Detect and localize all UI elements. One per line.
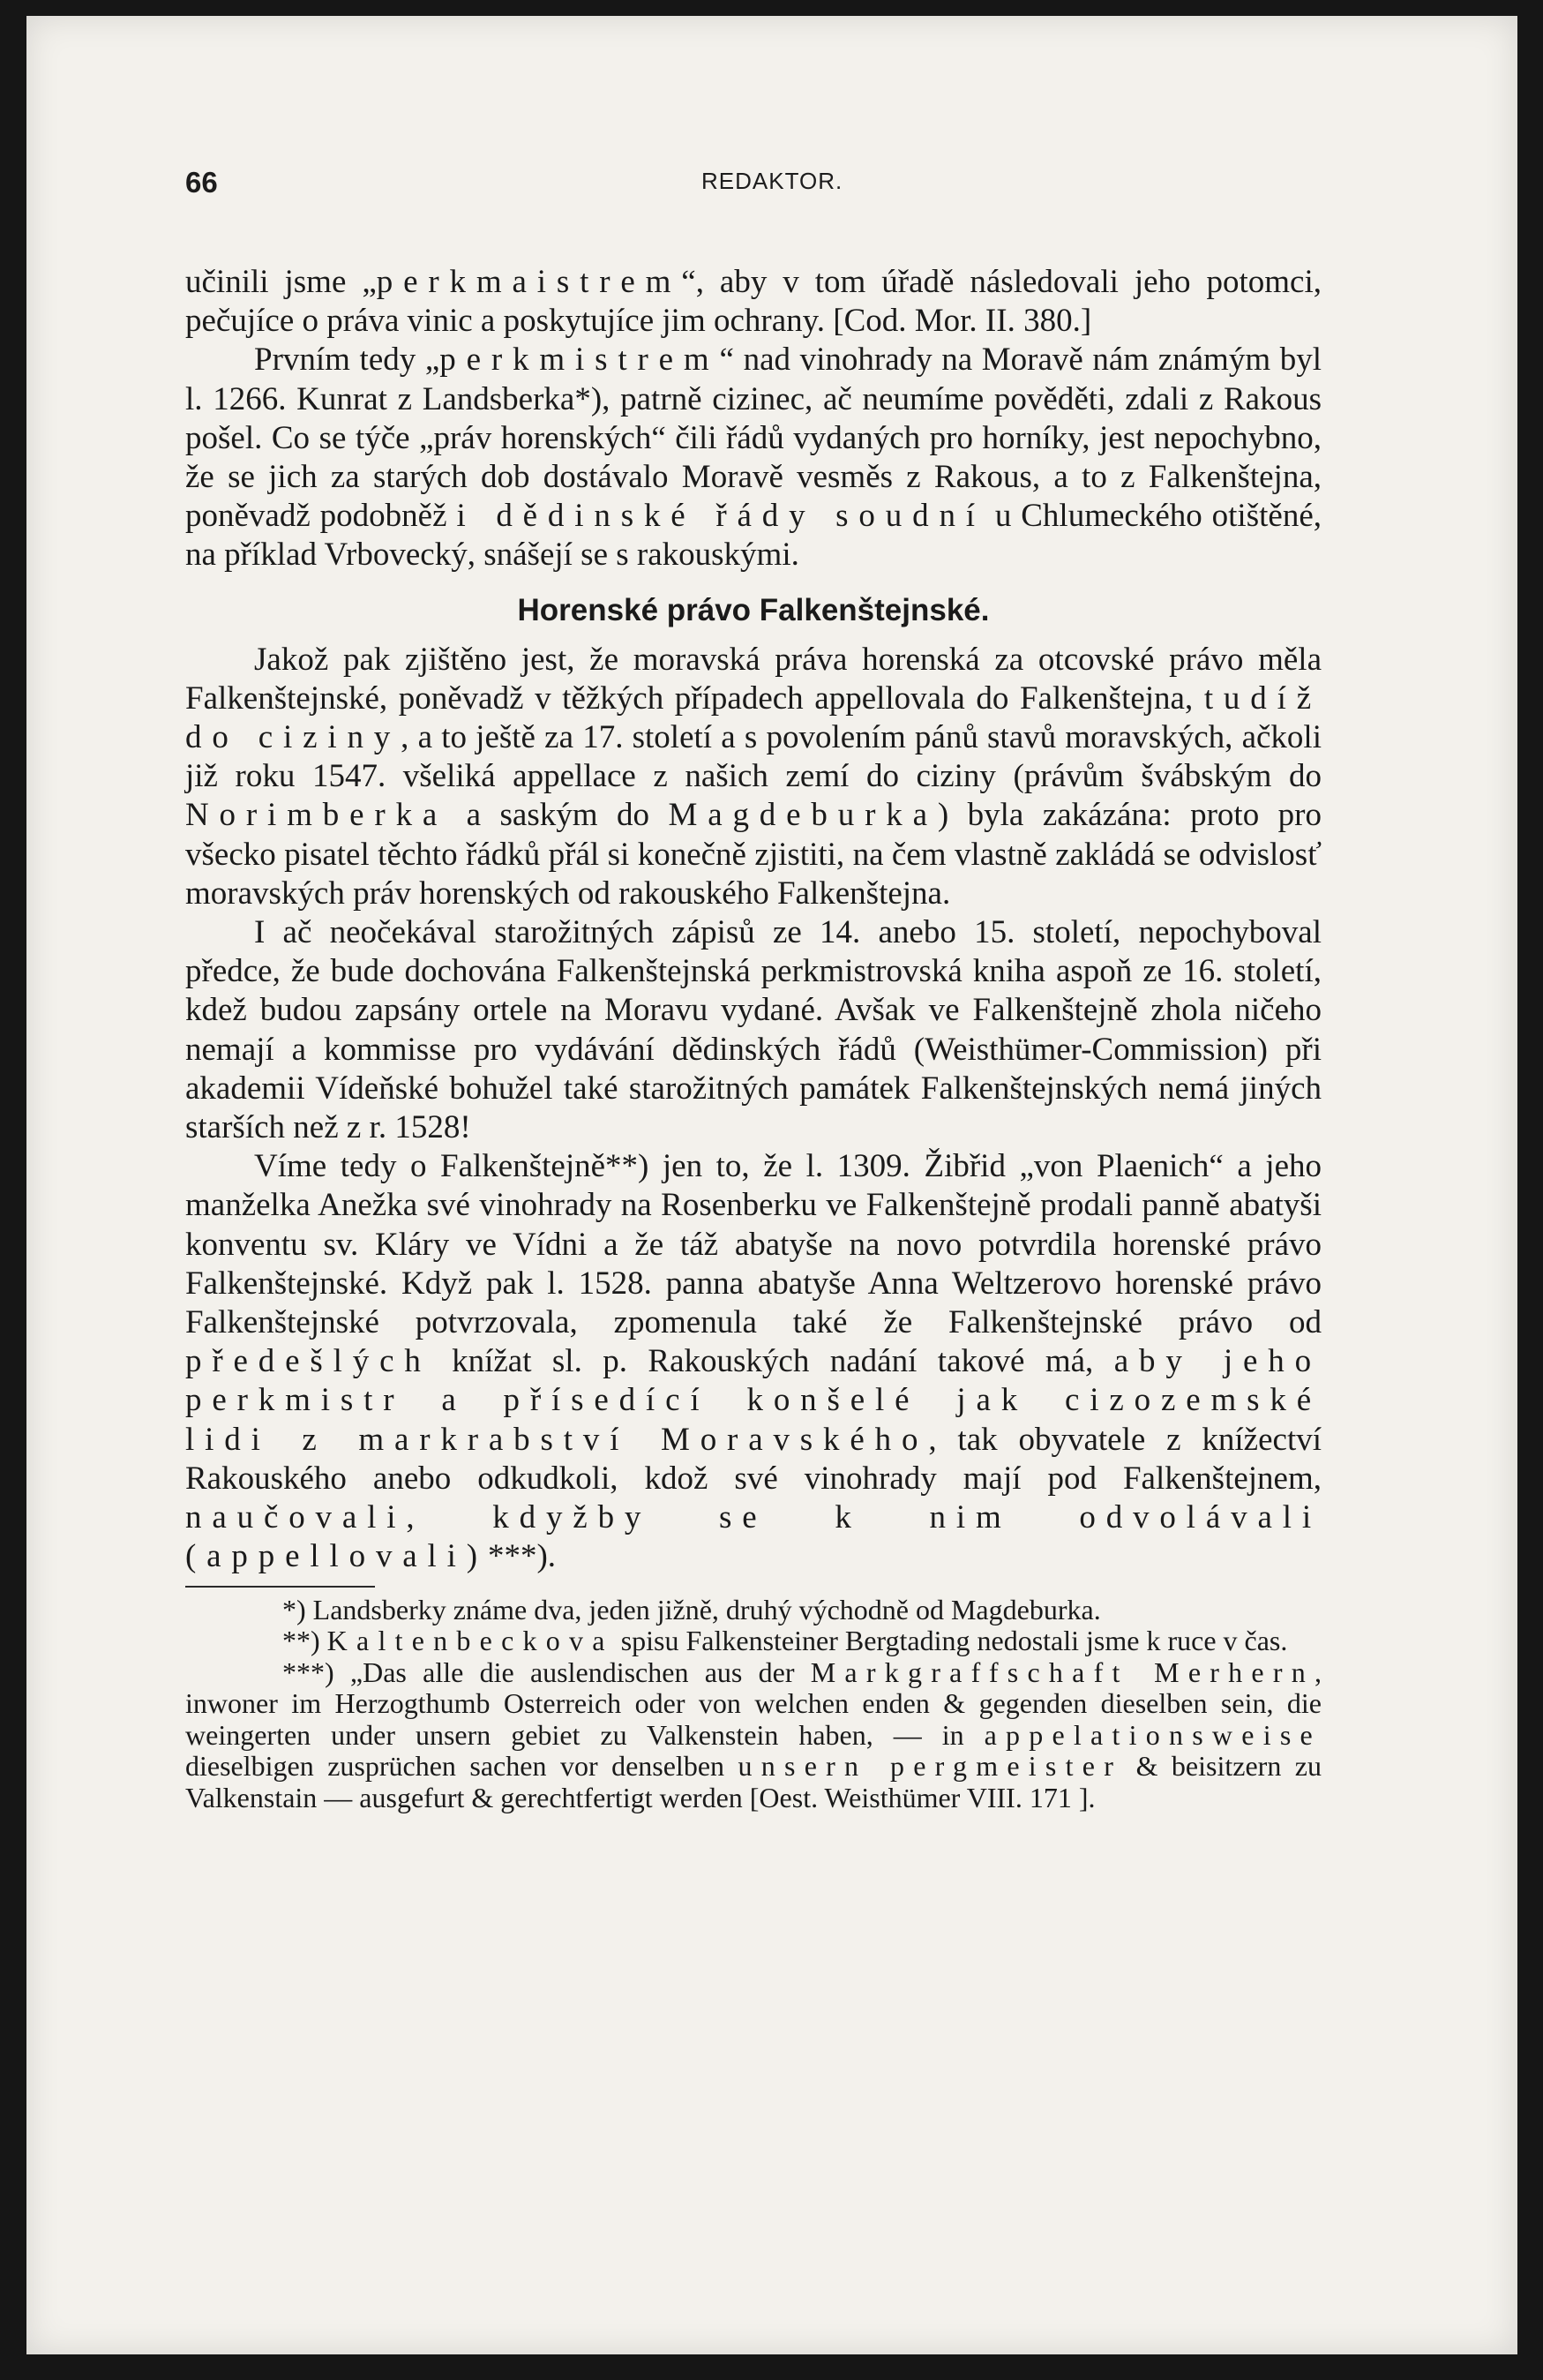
footnote-2 [185, 1625, 1322, 1657]
main-text [185, 263, 1322, 1813]
spaced-emphasis: Markgraffschaft Merhern [810, 1655, 1315, 1688]
running-head: REDAKTOR. [701, 168, 843, 194]
footnote-1: *) Landsberky známe dva, jeden jižně, druhý východně od Magdeburka. [282, 1593, 1101, 1625]
spaced-emphasis: perkmaistrem [376, 264, 682, 300]
page-header [185, 166, 1315, 210]
spaced-emphasis: Norimberka [185, 797, 448, 834]
text-run: & beisitzern zu Valkenstain — ausgefurt & gerechtfertigt werden [Oest. Weisthümer VIII. 171 ]. [185, 1750, 1322, 1813]
text-run: Víme tedy o Falkenštejně**) jen to, že l. 1309. Žibřid „von Plaenich“ a jeho manželka Anežka své vinohrady na Rosenberku ve Falkenštejně prodali panně abatyši konventu sv. Kláry ve Vídni a že táž abatyše na novo potvrdila horenské právo Falkenštejnské. Když pak l. 1528. panna abatyše Anna Weltzerovo horenské právo Falkenštejnské potvrzovala, zpomenula také že Falkenštejnské právo od [185, 1148, 1322, 1341]
text-run: “, aby v tom úřadě následovali jeho potomci, pečujíce o práva vinic a poskytujíce jim ochrany. [Cod. Mor. II. 380.] [185, 264, 1322, 340]
text-run: **) [282, 1625, 327, 1656]
text-run: , tak obyvatele z knížectví Rakouského anebo odkudkoli, kdož své vinohrady mají pod Falkenštejnem, [185, 1421, 1322, 1497]
spaced-emphasis: Magdeburka [668, 797, 938, 834]
spaced-emphasis: i dědinské řády soudní [456, 498, 985, 535]
spaced-emphasis: tudíž do ciziny [185, 679, 1322, 756]
text-run: ) byla zakázána: proto pro všecko pisatel těchto řádků přál si konečně zjistiti, na čem vlastně zakládá se odvislosť moravských práv horenských od rakouského Falkenštejna. [185, 797, 1322, 912]
text-run: spisu Falkensteiner Bergtading nedostali jsme k ruce v čas. [613, 1625, 1288, 1656]
text-run: ***). [487, 1538, 557, 1575]
section-heading: Horenské právo Falkenštejnské. [517, 592, 990, 627]
spaced-emphasis: unsern pergmeister [738, 1750, 1123, 1782]
text-run: , inwoner im Herzogthumb Osterreich oder von welchen enden & gegenden dieselben sein, die weingerten under unsern gebiet zu Valkenstein haben, — in [185, 1655, 1322, 1751]
text-run: ***) „Das alle die auslendischen aus der [282, 1655, 811, 1688]
paragraph-3 [185, 641, 1322, 913]
spaced-emphasis: appelationsweise [984, 1718, 1322, 1751]
text-run: a saským do [447, 797, 669, 834]
spaced-emphasis: naučovali, kdyžby se k nim odvolávali (appellovali) [185, 1499, 1322, 1575]
spaced-emphasis: aby jeho perkmistr a přísedící konšelé jak cizozemské lidi z markrabství Moravského [185, 1343, 1322, 1458]
paragraph-2 [185, 341, 1322, 574]
paragraph-4: I ač neočekával starožitných zápisů ze 14. anebo 15. století, nepochyboval předce, že bude dochována Falkenštejnská perkmistrovská kniha aspoň ze 16. století, kdež budou zapsány ortele na Moravu vydané. Avšak ve Falkenštejně zhola ničeho nemají a kommisse pro vydávání dědinských řádů (Weisthümer-Commission) při akademii Vídeňské bohužel také starožitných památek Falkenštejnských nemá jiných starších než z r. 1528! [185, 914, 1322, 1146]
footnote-3 [185, 1657, 1322, 1814]
text-run: , a to ještě za 17. století a s povolením pánů stavů moravských, ačkoli již roku 1547. všeliká appellace z našich zemí do ciziny (právům švábským do [185, 719, 1322, 795]
footnote-rule [185, 1586, 375, 1588]
spaced-emphasis: perkmistrem [439, 342, 720, 379]
text-run: učinili jsme „ [185, 264, 377, 300]
paragraph-1 [185, 263, 1322, 341]
page-number: 66 [185, 166, 218, 199]
text-run: Jakož pak zjištěno jest, že moravská práva horenská za otcovské právo měla Falkenštejnské, poněvadž v těžkých případech appellovala do Falkenštejna, [185, 641, 1322, 717]
text-run: knížat sl. p. Rakouských nadání takové má, [431, 1343, 1114, 1380]
spaced-emphasis: Kaltenbeckova [326, 1625, 614, 1656]
text-run: Prvním tedy „ [254, 342, 440, 379]
footnotes [185, 1595, 1322, 1814]
text-run: dieselbigen zusprüchen sachen vor denselben [185, 1750, 738, 1782]
paragraph-5 [185, 1147, 1322, 1576]
text-run: “ nad vinohrady na Moravě nám známým byl l. 1266. Kunrat z Landsberka*), patrně cizinec, ač neumíme pověděti, zdali z Rakous pošel. Co se týče „práv horenských“ čili řádů vydaných pro horníky, jest nepochybno, že se jich za starých dob dostávalo Moravě vesměs z Rakous, a to z Falkenštejna, poněvadž podobněž [185, 342, 1322, 535]
spaced-emphasis: předešlých [185, 1343, 431, 1380]
text-run: u Chlumeckého otištěné, na příklad Vrbovecký, snášejí se s rakouskými. [185, 498, 1322, 574]
book-page [26, 16, 1517, 2354]
